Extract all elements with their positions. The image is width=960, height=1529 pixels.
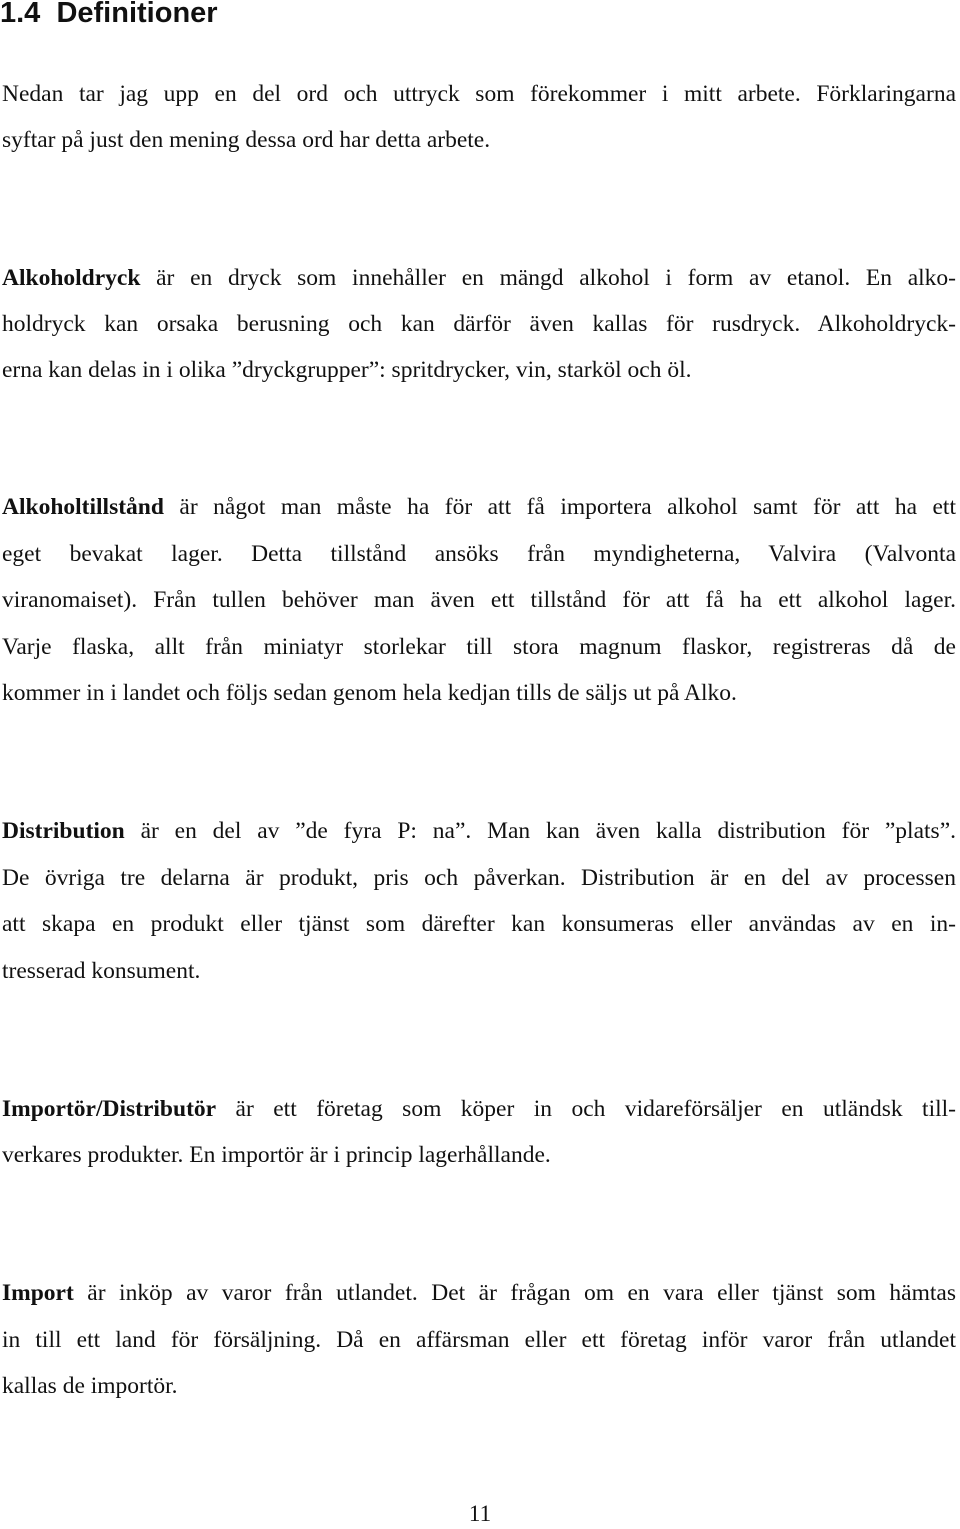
text-line: holdryck kan orsaka berusning och kan därför även kallas för rusdryck. Alkoholdryck- [2, 311, 956, 337]
section-title: Definitioner [56, 0, 218, 29]
text-line: erna kan delas in i olika ”dryckgrupper”: spritdrycker, vin, starköl och öl. [2, 357, 692, 383]
page-number: 11 [468, 1501, 492, 1526]
section-heading [0, 0, 218, 33]
text-line [2, 484, 956, 531]
section-number: 1.4 [0, 0, 41, 29]
definition-term: Alkoholdryck [2, 265, 141, 291]
definition-term: Distribution [2, 818, 125, 844]
definition-importor-distributor [2, 1086, 956, 1178]
definition-text: är något man måste ha för att få importera alkohol samt för att ha ett [163, 494, 956, 520]
text-line: kallas de importör. [2, 1373, 178, 1399]
text-line: tresserad konsument. [2, 957, 201, 984]
definition-term: Import [2, 1280, 74, 1306]
definition-alkoholtillstand [2, 484, 956, 717]
text-line: De övriga tre delarna är produkt, pris och påverkan. Distribution är en del av processen [2, 864, 956, 891]
definition-text: är inköp av varor från utlandet. Det är frågan om en vara eller tjänst som hämtas [73, 1280, 956, 1306]
text-line [2, 1270, 956, 1317]
definition-term: Alkoholtillstånd [2, 494, 164, 520]
definition-distribution [2, 808, 956, 994]
text-line: viranomaiset). Från tullen behöver man även ett tillstånd för att få ha ett alkohol lager. [2, 587, 956, 613]
text-line: Varje flaska, allt från miniatyr storlekar till stora magnum flaskor, registreras då de [2, 633, 956, 660]
definition-text: är ett företag som köper in och vidareförsäljer en utländsk till- [216, 1096, 956, 1122]
definition-term: Importör/Distributör [2, 1096, 217, 1122]
definition-text: är en dryck som innehåller en mängd alkohol i form av etanol. En alko- [140, 265, 956, 291]
text-line [2, 808, 956, 855]
text-line: verkares produkter. En importör är i princip lagerhållande. [2, 1142, 551, 1168]
intro-paragraph [2, 71, 956, 163]
text-line: Nedan tar jag upp en del ord och uttryck som förekommer i mitt arbete. Förklaringarna [2, 81, 956, 107]
text-line: kommer in i landet och följs sedan genom hela kedjan tills de säljs ut på Alko. [2, 680, 737, 706]
text-line: att skapa en produkt eller tjänst som därefter kan konsumeras eller användas av en in- [2, 911, 956, 937]
text-line: syftar på just den mening dessa ord har detta arbete. [2, 127, 491, 153]
definition-alkoholdryck [2, 255, 956, 393]
definition-text: är en del av ”de fyra P: na”. Man kan även kalla distribution för ”plats”. [124, 818, 956, 844]
text-line [2, 1086, 956, 1132]
definition-import [2, 1270, 956, 1410]
text-line: eget bevakat lager. Detta tillstånd ansöks från myndigheterna, Valvira (Valvonta [2, 540, 956, 567]
text-line [2, 255, 956, 301]
text-line: in till ett land för försäljning. Då en affärsman eller ett företag inför varor från utlandet [2, 1326, 956, 1353]
